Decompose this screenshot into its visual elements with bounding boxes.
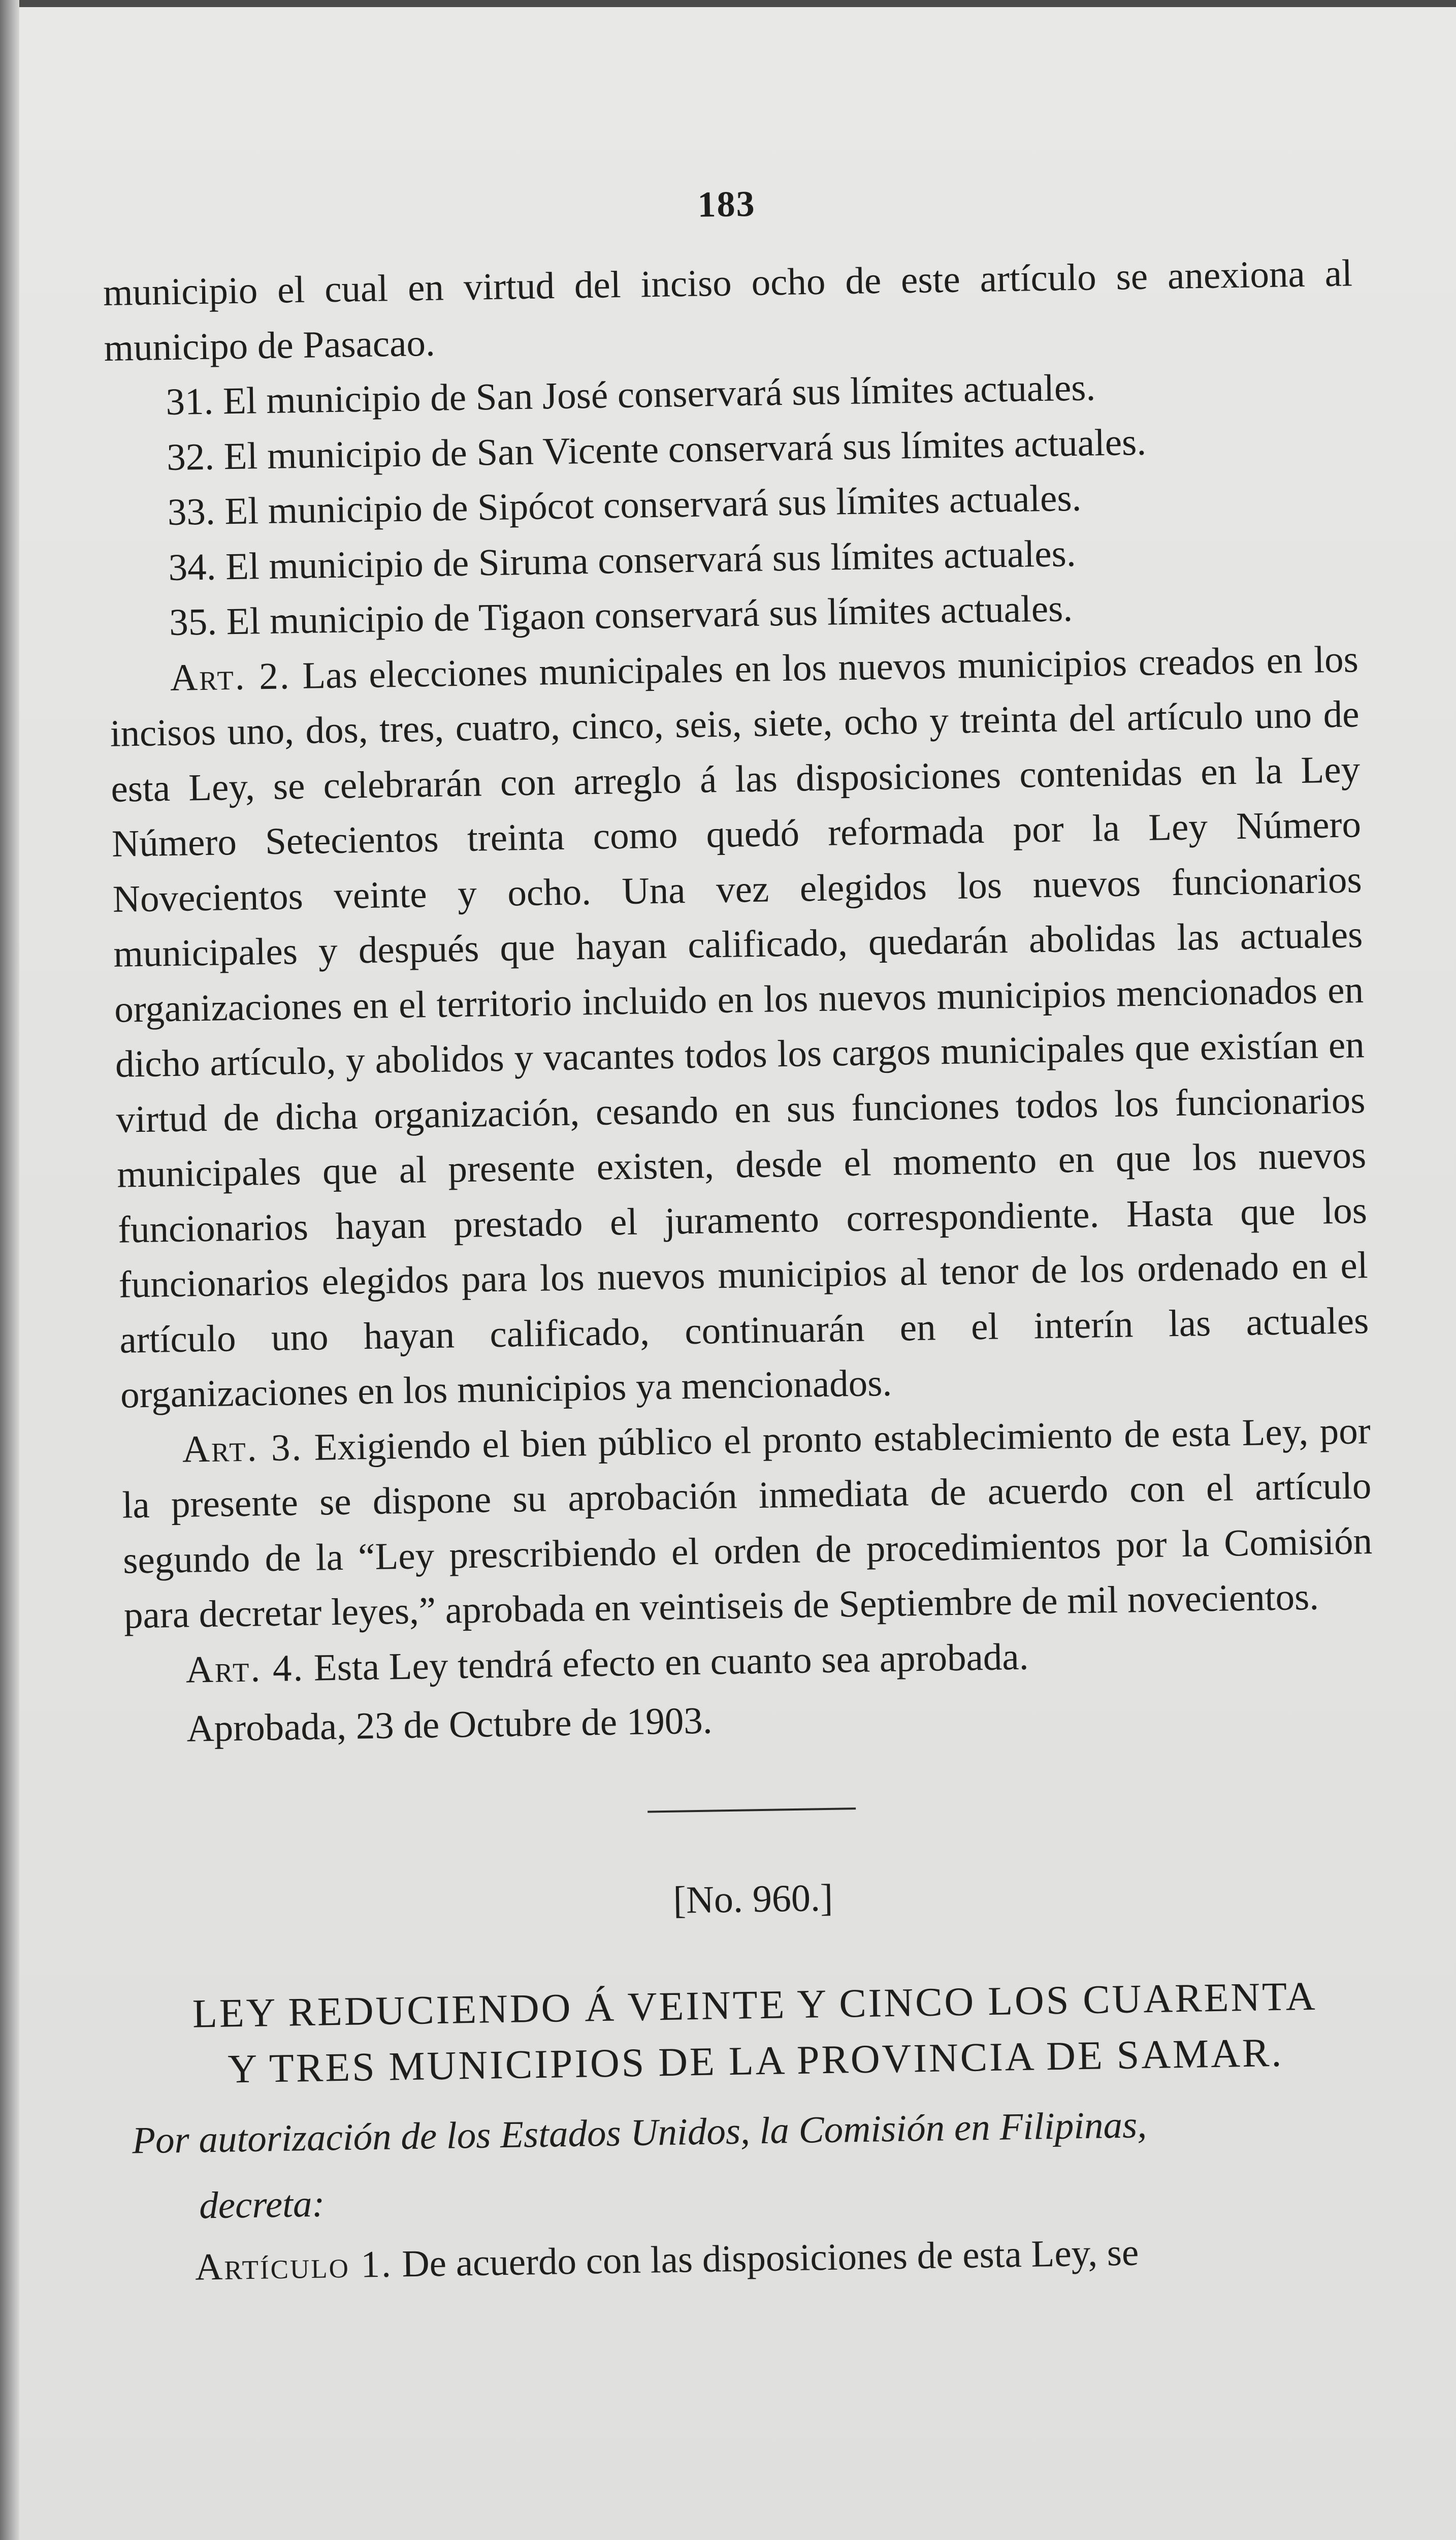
article-3 <box>121 1404 1374 1644</box>
article-4-text: Esta Ley tendrá efecto en cuanto sea aprobada. <box>313 1635 1029 1689</box>
article-1-text: De acuerdo con las disposiciones de esta Ley, se <box>401 2231 1139 2285</box>
article-2-text: Las elecciones municipales en los nuevos municipios creados en los incisos uno, dos, tres, cuatro, cinco, seis, siete, ocho y treinta del artículo uno de esta Ley, se celebrarán con arreglo á las disposiciones contenidas en la Ley Número Setecientos treinta como quedó reformada por la Ley Número Novecientos veinte y ocho. Una vez elegidos los nuevos funcionarios municipales y después que hayan calificado, quedarán abolidas las actuales organizaciones en el territorio incluido en los nuevos municipios mencionados en dicho artículo, y abolidos y vacantes todos los cargos municipales que existían en virtud de dicha organización, cesando en sus funciones todos los funcionarios municipales que al presente existen, desde el momento en que los nuevos funcionarios hayan prestado el juramento correspondiente. Hasta que los funcionarios elegidos para los nuevos municipios al tenor de los ordenado en el artículo uno hayan calificado, continuarán en el interín las actuales organizaciones en los municipios ya mencionados. <box>110 638 1369 1416</box>
article-1-label: Artículo 1. <box>195 2243 393 2289</box>
list-item-31: 31. El municipio de San José conservará sus límites actuales. <box>165 366 1096 424</box>
law-title-line-1: LEY REDUCIENDO Á VEINTE Y CINCO LOS CUARENTA <box>192 1974 1318 2037</box>
page-number: 183 <box>697 183 756 225</box>
article-2 <box>109 632 1370 1423</box>
law-number: [No. 960.] <box>672 1876 833 1922</box>
page-binding-edge <box>0 0 19 2540</box>
list-item-34: 34. El municipio de Siruma conservará sus límites actuales. <box>168 532 1077 589</box>
article-4-label: Art. 4. <box>185 1646 305 1691</box>
page-content <box>102 173 1384 2296</box>
list-item-35: 35. El municipio de Tigaon conservará sus límites actuales. <box>169 587 1073 644</box>
paragraph-continuation: municipio el cual en virtud del inciso ocho de este artículo se anexiona al municipo de Pasacao. <box>103 252 1353 369</box>
decrees-word: decreta: <box>199 2182 325 2227</box>
article-1 <box>134 2221 1383 2296</box>
article-2-label: Art. 2. <box>170 654 292 699</box>
article-3-text: Exigiendo el bien público el pronto establecimiento de esta Ley, por la presente se dispone su aprobación inmediata de acuerdo con el artículo segundo de la “Ley prescribiendo el orden de procedimientos por la Comisión para decretar leyes,” aprobada en veintiseis de Septiembre de mil novecientos. <box>121 1409 1373 1637</box>
law-title <box>130 1967 1380 2099</box>
approval-date: Aprobada, 23 de Octubre de 1903. <box>186 1699 713 1750</box>
page-top-edge <box>0 0 1456 7</box>
list-item-33: 33. El municipio de Sipócot conservará sus límites actuales. <box>167 477 1082 534</box>
enacting-clause: Por autorización de los Estados Unidos, la Comisión en Filipinas, <box>132 2103 1147 2162</box>
law-title-line-2: Y TRES MUNICIPIOS DE LA PROVINCIA DE SAMAR. <box>227 2030 1284 2092</box>
article-3-label: Art. 3. <box>182 1426 303 1471</box>
list-item-32: 32. El municipio de San Vicente conservará sus límites actuales. <box>166 421 1147 479</box>
section-divider <box>648 1807 856 1813</box>
